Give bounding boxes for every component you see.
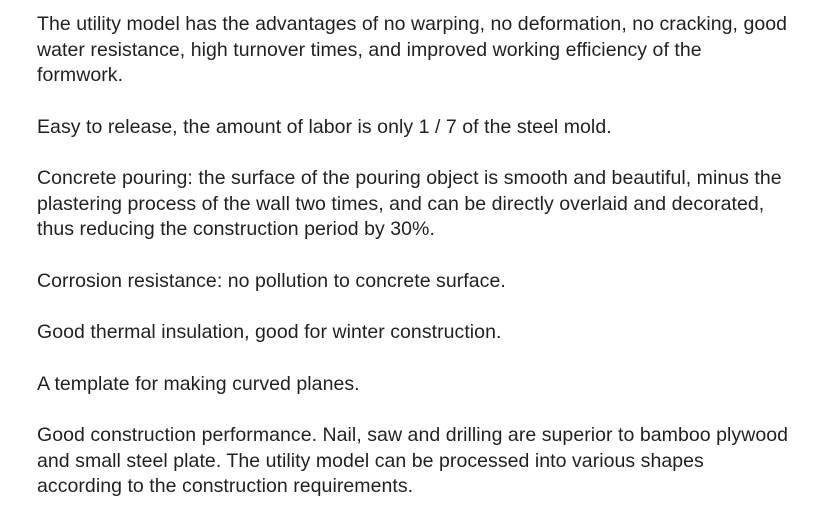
- paragraph-easy-release: Easy to release, the amount of labor is only 1 / 7 of the steel mold.: [37, 115, 612, 138]
- paragraph-concrete-pouring: Concrete pouring: the surface of the pouring object is smooth and beautiful, minus the plastering process of the wall two times, and can be directly overlaid and decorated, thus reducing the construction period by 30%.: [37, 167, 782, 240]
- paragraph-corrosion-resistance: Corrosion resistance: no pollution to concrete surface.: [37, 269, 506, 292]
- paragraph-thermal-insulation: Good thermal insulation, good for winter construction.: [37, 321, 502, 343]
- paragraph-curved-planes: A template for making curved planes.: [37, 372, 360, 395]
- document-text-body: [37, 12, 791, 500]
- paragraph-construction-performance: Good construction performance. Nail, saw and drilling are superior to bamboo plywood and small steel plate. The utility model can be processed into various shapes according to the construction requirements.: [37, 424, 789, 497]
- paragraph-advantages: The utility model has the advantages of no warping, no deformation, no cracking, good water resistance, high turnover times, and improved working efficiency of the formwork.: [37, 13, 788, 86]
